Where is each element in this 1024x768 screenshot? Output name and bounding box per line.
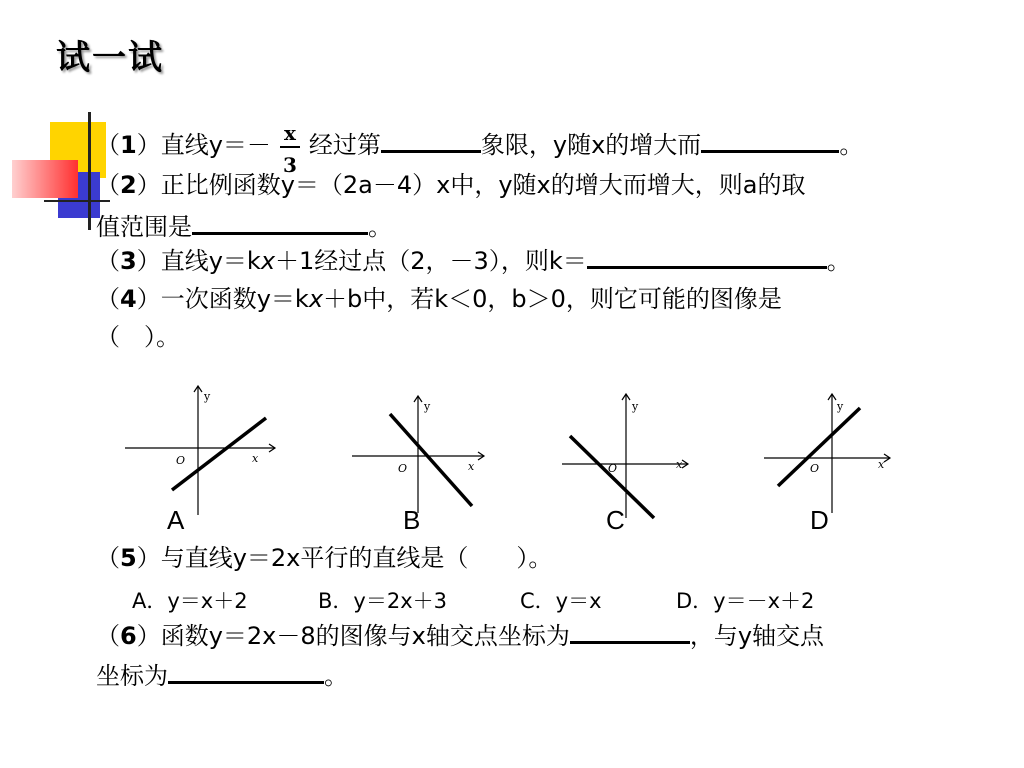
decor-red-square [12,160,78,198]
graph-a[interactable] [120,380,290,520]
answer-blank[interactable] [701,128,839,153]
page-title: 试一试 [56,38,164,78]
option-a[interactable]: A．y＝x＋2 [132,589,248,613]
question-1: （1）直线y＝－ $\frac{x}{3}$ 经过第 象限，y随x的增大而 。 [96,118,863,174]
answer-blank[interactable] [570,619,690,644]
axis-y-label: y [424,400,431,413]
axis-x-label: x [676,458,683,471]
graph-b[interactable] [348,388,498,518]
question-5-options [132,585,814,615]
option-b[interactable]: B．y＝2x＋3 [318,589,447,613]
option-c[interactable]: C．y＝x [520,589,602,613]
axis-x-label: x [468,460,475,473]
axis-x-label: x [252,452,259,465]
axis-y-label: y [837,400,844,413]
axis-y-label: y [632,400,639,413]
question-6: （6）函数y＝2x－8的图像与x轴交点坐标为 ，与y轴交点 [96,619,824,651]
question-5: （5）与直线y＝2x平行的直线是（ ）。 [96,544,553,572]
fraction-x-over-3: $\frac{x}{3}$ [279,118,301,174]
graph-label-c: C [606,505,625,535]
answer-blank[interactable] [168,659,324,684]
axis-y-label: y [204,390,211,403]
question-3: （3）直线y＝kx＋1经过点（2，－3），则k＝ 。 [96,244,851,276]
answer-blank[interactable] [381,128,481,153]
graph-d[interactable] [758,388,908,518]
question-4-line-2: （ ）。 [96,323,180,351]
question-2-line-2: 值范围是 。 [96,210,392,242]
answer-blank[interactable] [587,244,827,269]
origin-label: O [810,462,820,475]
origin-label: O [176,454,186,467]
origin-label: O [398,462,408,475]
option-d[interactable]: D．y＝－x＋2 [676,589,815,613]
question-6-line-2: 坐标为 。 [96,659,348,691]
question-4: （4）一次函数y＝kx＋b中，若k＜0，b＞0，则它可能的图像是 [96,285,782,313]
decor-horizontal-line [44,200,110,202]
graph-label-a: A [167,505,185,535]
axis-x-label: x [878,458,885,471]
decor-vertical-line [88,112,91,230]
graph-c[interactable] [558,388,708,524]
origin-label: O [608,462,618,475]
graph-label-b: B [403,505,421,535]
graph-label-d: D [810,505,829,535]
line-graph-b [390,414,472,506]
question-2: （2）正比例函数y＝（2a－4）x中，y随x的增大而增大，则a的取 [96,171,806,199]
answer-blank[interactable] [192,210,368,235]
